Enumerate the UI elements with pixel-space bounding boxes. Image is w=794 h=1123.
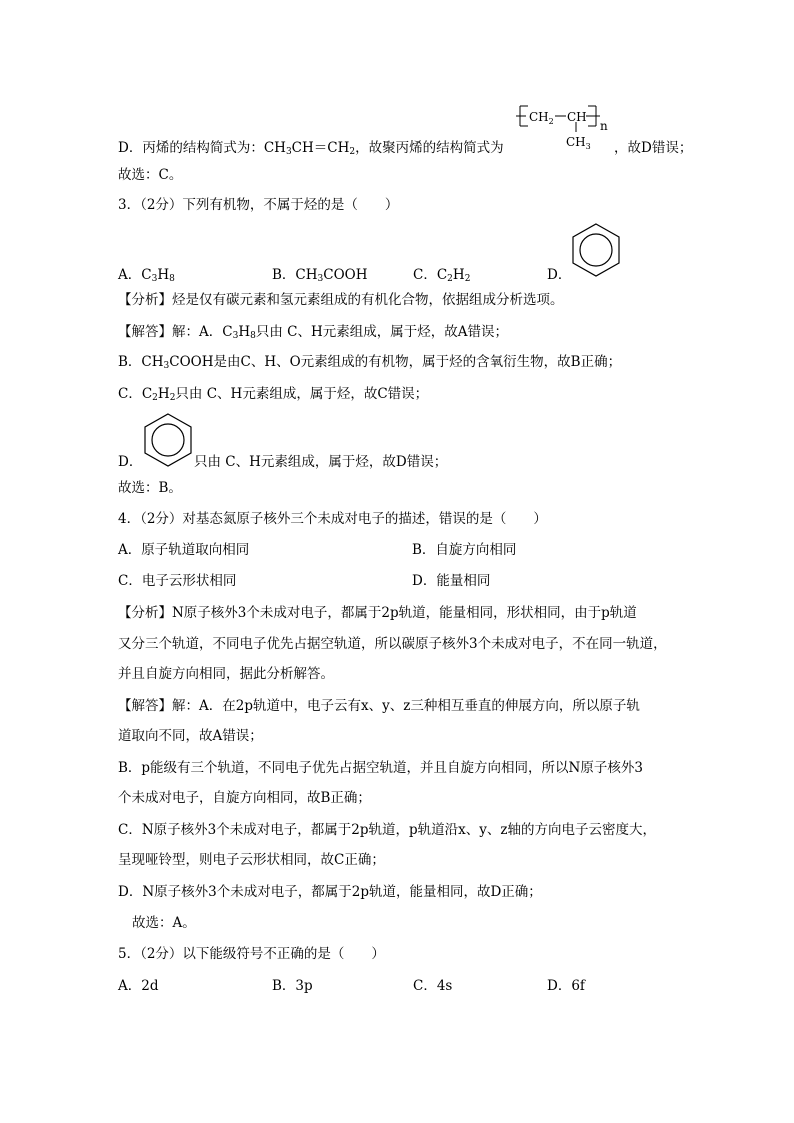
q3-option-d: D． [547,267,572,283]
q3-solution-b: B．$CH_3COOH$是由C、H、O元素组成的有机物，属于烃的含氧衍生物，故B正确； [118,354,622,371]
benzene-ring-icon [568,220,624,280]
q4-stem: 4．（2分）对基态氮原子核外三个未成对电子的描述，错误的是（ ） [118,511,547,527]
q5-stem: 5．（2分）以下能级符号不正确的是（ ） [118,946,385,962]
q4-analysis-line-1: 【分析】N原子核外3个未成对电子，都属于2p轨道，能量相同，形状相同，由于p轨道 [118,605,637,621]
q4-option-d: D．能量相同 [412,573,491,589]
q4-solution-line-4: 个未成对电子，自旋方向相同，故B正确； [118,790,371,806]
q3-solution-c: C．$C_2H_2$只由 C、H元素组成，属于烃，故C错误； [118,386,429,403]
q3-solution-d: 只由 C、H元素组成，属于烃，故D错误； [194,454,448,470]
q4-option-a: A．原子轨道取向相同 [118,542,250,558]
q4-option-b: B．自旋方向相同 [412,542,517,558]
q3-stem: 3．（2分）下列有机物，不属于烃的是（ ） [118,197,399,213]
q4-solution-line-7: D．N原子核外3个未成对电子，都属于2p轨道，能量相同，故D正确； [118,884,542,900]
q4-option-c: C．电子云形状相同 [118,573,237,589]
q4-solution-line-1: 【解答】解：A．在2p轨道中，电子云有x、y、z三种相互垂直的伸展方向，所以原子轨 [118,698,640,714]
q4-solution-line-3: B．p能级有三个轨道，不同电子优先占据空轨道，并且自旋方向相同，所以N原子核外3 [118,760,643,776]
q5-option-a: A．2d [118,978,159,994]
q2-answer: 故选：C。 [118,167,183,183]
q2-option-d-end: ，故D错误； [614,140,693,156]
q5-option-c: C．4s [413,978,453,994]
q4-solution-line-6: 呈现哑铃型，则电子云形状相同，故C正确； [118,852,385,868]
poly-n-label: n [600,119,608,133]
polypropylene-structure [514,100,614,152]
q3-solution-a: 【解答】解：A．$C_3H_8$只由 C、H元素组成，属于烃，故A错误； [118,324,508,341]
poly-ch3-label: $CH_3$ [566,135,591,151]
poly-ch-label: CH [567,110,587,124]
q4-analysis-line-3: 并且自旋方向相同，据此分析解答。 [118,666,334,682]
q3-option-b: B．$CH_3COOH$ [272,267,368,284]
q5-option-b: B．3p [272,978,313,994]
q3-analysis: 【分析】烃是仅有碳元素和氢元素组成的有机化合物，依据组成分析选项。 [118,292,564,308]
q2-option-d-explanation: D．丙烯的结构简式为：$CH_3CH=CH_2$，故聚丙烯的结构简式为 [118,140,504,157]
q4-analysis-line-2: 又分三个轨道，不同电子优先占据空轨道，所以碳原子核外3个未成对电子，不在同一轨道， [118,636,667,652]
poly-ch2-label: $CH_2$ [529,110,554,126]
q5-option-d: D．6f [547,978,585,994]
q3-option-c: C．$C_2H_2$ [413,267,471,284]
q4-solution-line-2: 道取向不同，故A错误； [118,728,263,744]
benzene-ring-icon [140,410,196,470]
q3-answer: 故选：B。 [118,480,182,496]
q4-solution-line-5: C．N原子核外3个未成对电子，都属于2p轨道，p轨道沿x、y、z轴的方向电子云密度大， [118,822,656,838]
q3-solution-d-label: D． [118,454,143,470]
q4-answer: 故选：A。 [132,915,196,931]
q3-option-a: A．$C_3H_8$ [118,267,175,284]
